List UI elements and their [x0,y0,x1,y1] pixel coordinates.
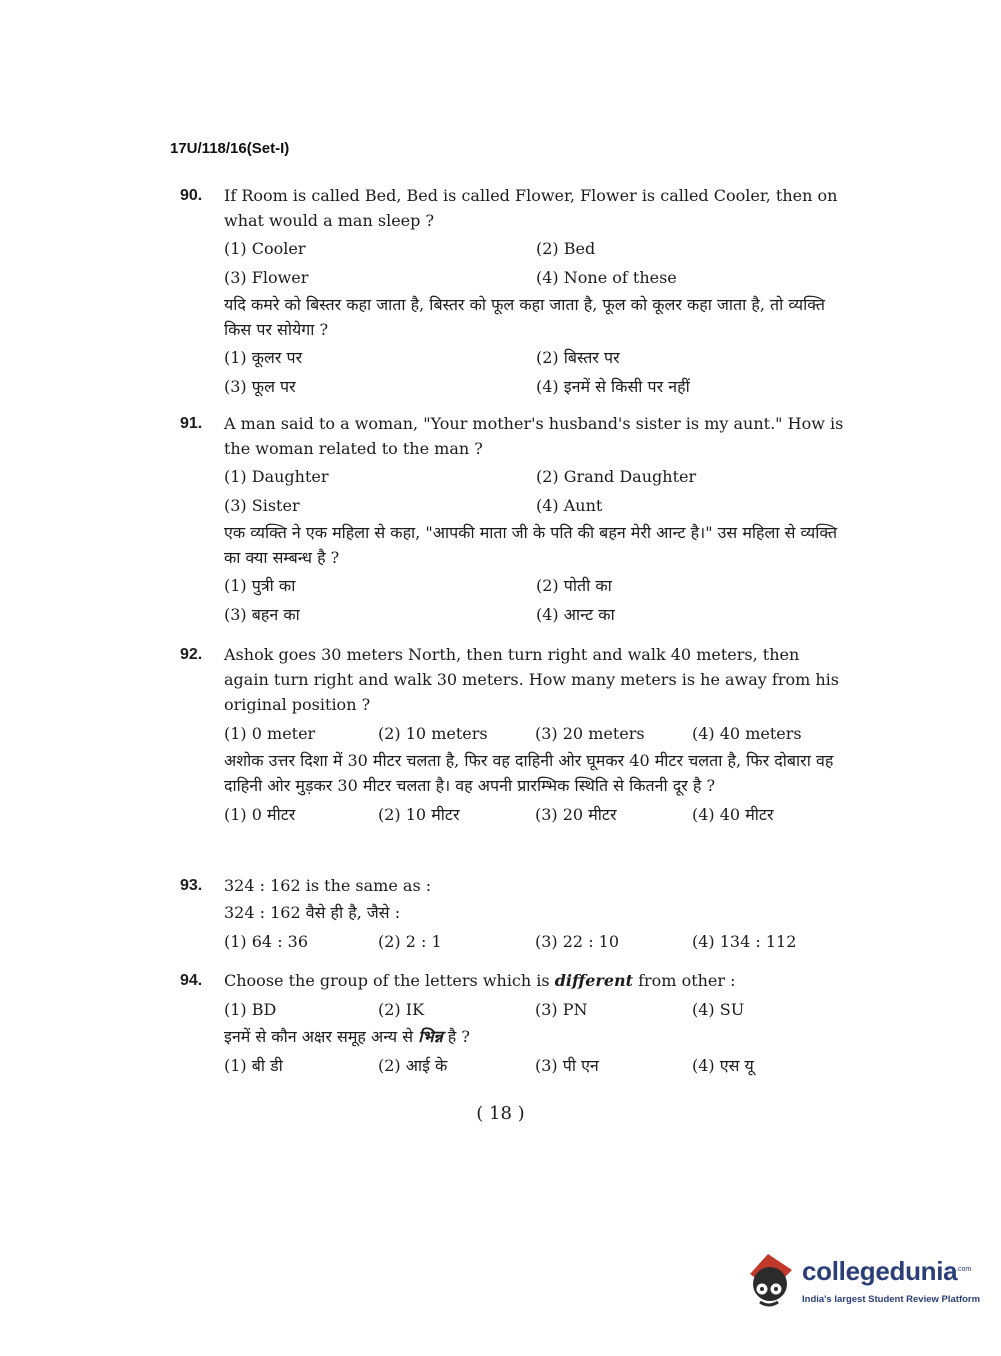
option: (1) बी डी [224,1056,283,1075]
option: (3) बहन का [224,605,300,624]
mascot-icon [742,1250,800,1312]
brand-suffix: .com [956,1266,972,1273]
option: (1) Cooler [224,239,306,258]
option: (2) बिस्तर पर [536,348,620,367]
option: (3) 20 मीटर [535,805,617,824]
option: (4) SU [692,1000,745,1019]
question-91 [180,411,845,627]
option: (3) Flower [224,268,309,287]
option: (1) 0 मीटर [224,805,296,824]
question-text-en: If Room is called Bed, Bed is called Flower, Flower is called Cooler, then on what would a man sleep ? [224,186,838,230]
option: (1) पुत्री का [224,576,296,595]
page-number: ( 18 ) [476,1103,525,1124]
options-en [224,997,845,1022]
question-text-hi: 324 : 162 वैसे ही है, जैसे : [224,903,401,922]
option: (2) 2 : 1 [378,932,442,951]
option: (2) 10 meters [378,724,488,743]
option: (3) फूल पर [224,377,296,396]
option: (2) Bed [536,239,596,258]
option: (2) IK [378,1000,425,1019]
option: (4) 40 मीटर [692,805,774,824]
brand-tagline: India's largest Student Review Platform [802,1294,981,1305]
options-hi [224,573,845,627]
collegedunia-logo [742,1250,981,1312]
option: (3) पी एन [535,1056,599,1075]
option: (1) 0 meter [224,724,316,743]
option: (4) 40 meters [692,724,802,743]
option: (4) Aunt [536,496,603,515]
paper-code: 17U/118/16(Set-I) [170,140,290,157]
option: (2) आई के [378,1056,448,1075]
options-en [224,721,845,746]
option: (4) None of these [536,268,677,287]
option: (3) 20 meters [535,724,645,743]
option: (1) 64 : 36 [224,932,309,951]
question-text-hi: यदि कमरे को बिस्तर कहा जाता है, बिस्तर को फूल कहा जाता है, फूल को कूलर कहा जाता है, तो व्यक्ति किस पर सोयेगा ? [224,295,825,339]
question-text-en: A man said to a woman, "Your mother's husband's sister is my aunt." How is the woman related to the man ? [224,414,844,458]
question-text-hi: इनमें से कौन अक्षर समूह अन्य से भिन्न है ? [224,1027,470,1046]
option: (2) पोती का [536,576,612,595]
option: (4) एस यू [692,1056,754,1075]
options [224,929,845,954]
question-number: 94. [180,972,203,989]
question-90 [180,183,845,399]
brand-name: collegedunia [802,1256,958,1286]
options-hi [224,802,845,827]
options-hi [224,345,845,399]
question-text-en: Choose the group of the letters which is different from other : [224,971,736,990]
question-number: 91. [180,415,203,432]
option: (1) BD [224,1000,277,1019]
question-92 [180,642,845,827]
option: (4) इनमें से किसी पर नहीं [536,377,690,396]
question-text-hi: अशोक उत्तर दिशा में 30 मीटर चलता है, फिर वह दाहिनी ओर घूमकर 40 मीटर चलता है, फिर दोबारा वह दाहिनी ओर मुड़कर 30 मीटर चलता है। वह अपनी प्रारम्भिक स्थिति से कितनी दूर है ? [224,751,834,795]
question-number: 92. [180,646,203,663]
option: (2) Grand Daughter [536,467,697,486]
option: (3) 22 : 10 [535,932,620,951]
option: (3) Sister [224,496,300,515]
question-number: 93. [180,877,203,894]
options-hi [224,1053,845,1078]
question-text-en: 324 : 162 is the same as : [224,876,432,895]
option: (4) आन्ट का [536,605,615,624]
emphasis: different [554,971,634,990]
option: (4) 134 : 112 [692,932,797,951]
question-text-en: Ashok goes 30 meters North, then turn right and walk 40 meters, then again turn right and walk 30 meters. How many meters is he away from his original position ? [224,645,840,714]
question-94 [180,968,845,1078]
option: (1) Daughter [224,467,329,486]
question-93 [180,873,845,954]
option: (3) PN [535,1000,588,1019]
options-en [224,464,845,518]
option: (2) 10 मीटर [378,805,460,824]
question-text-hi: एक व्यक्ति ने एक महिला से कहा, "आपकी माता जी के पति की बहन मेरी आन्ट है।" उस महिला से व्यक्ति का क्या सम्बन्ध है ? [224,523,838,567]
options-en [224,236,845,290]
option: (1) कूलर पर [224,348,303,367]
question-number: 90. [180,187,203,204]
emphasis: भिन्न [418,1027,443,1046]
